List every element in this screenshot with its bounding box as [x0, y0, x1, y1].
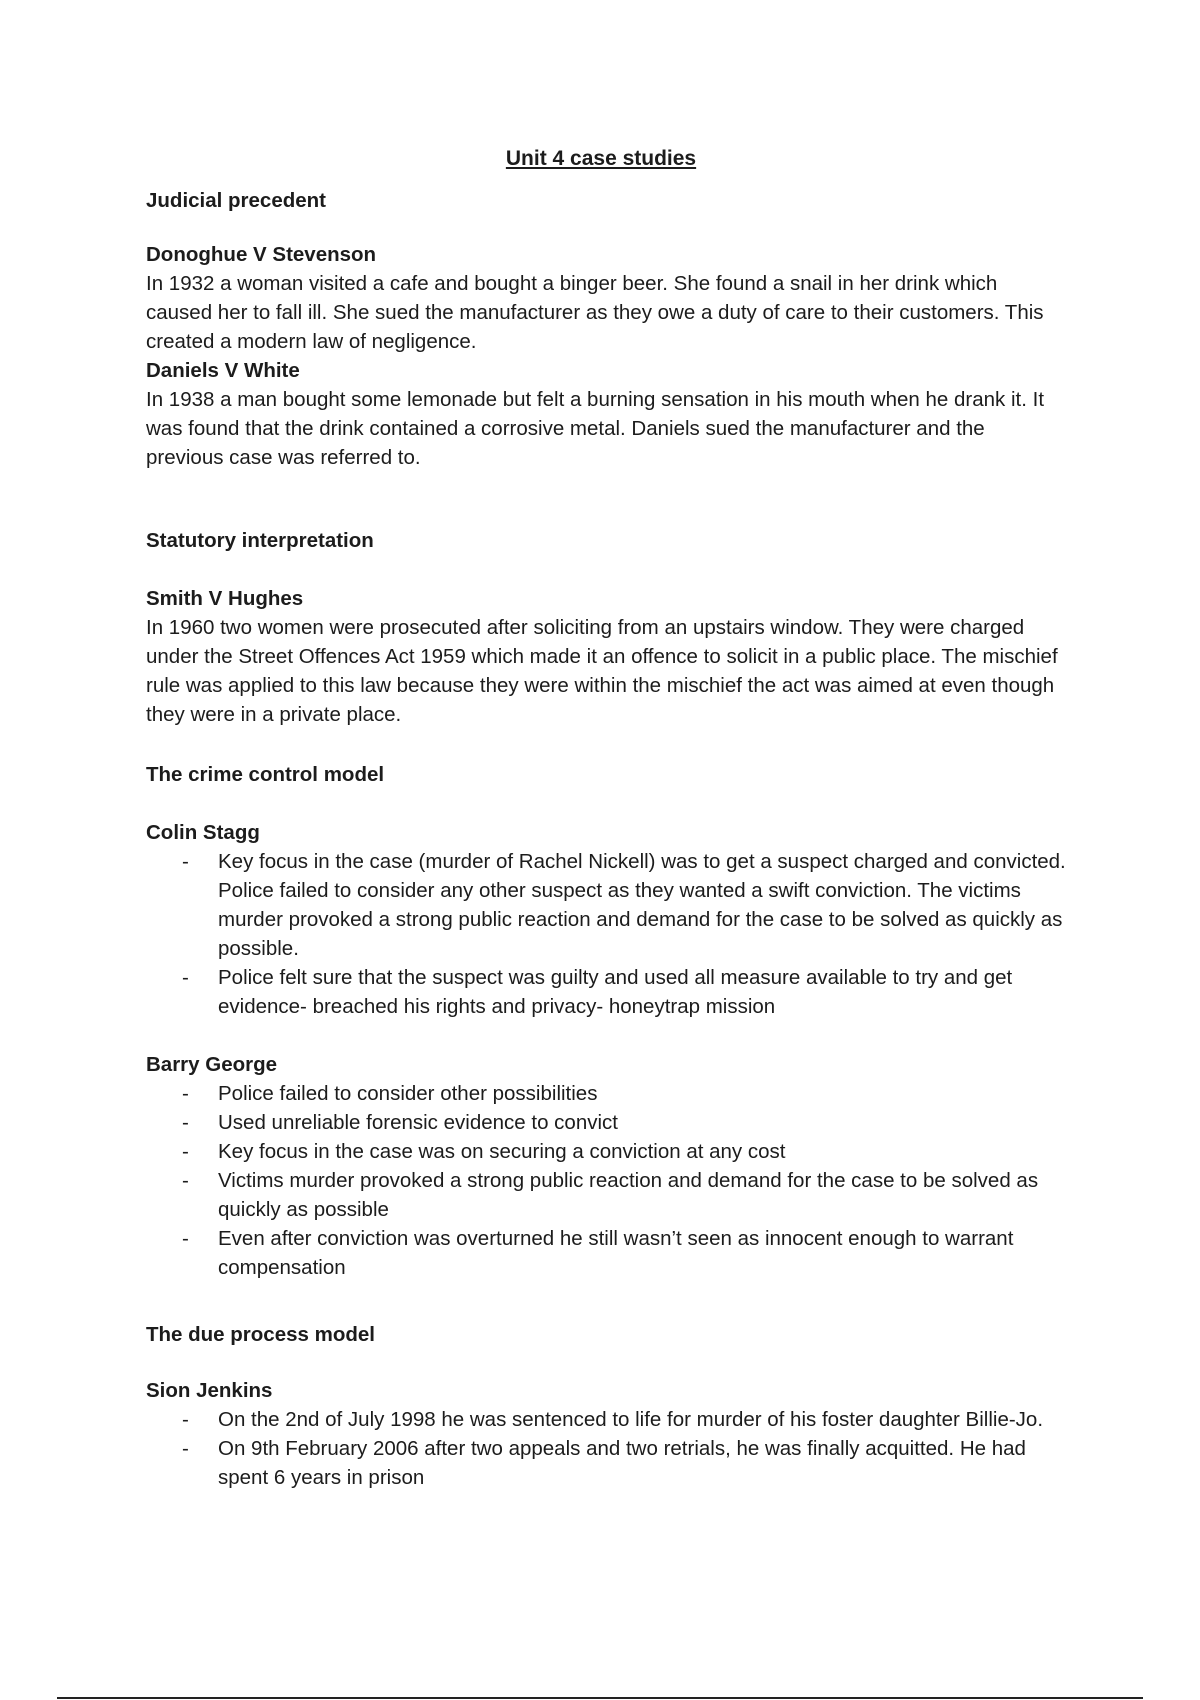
case-name: Smith V Hughes — [146, 587, 304, 610]
case-text: In 1938 a man bought some lemonade but felt a burning sensation in his mouth when he drank it. It was found that the drink contained a corrosive metal. Daniels sued the manufacturer and the previous case was referred to. — [146, 388, 1045, 469]
list-item — [146, 963, 1066, 1021]
list-item — [146, 1166, 1066, 1224]
list-item-text: Police felt sure that the suspect was guilty and used all measure available to try and get evidence- breached his rights and privacy- honeytrap mission — [218, 966, 1013, 1018]
case-sion-jenkins — [146, 1376, 1066, 1492]
case-name: Donoghue V Stevenson — [146, 243, 377, 266]
list-item — [146, 847, 1066, 963]
list-item — [146, 1079, 1066, 1108]
list-item — [146, 1108, 1066, 1137]
list-item-text: Police failed to consider other possibilities — [218, 1082, 598, 1105]
section-heading: Judicial precedent — [146, 189, 327, 212]
section-statutory-interpretation — [146, 526, 1066, 555]
dash-marker: - — [182, 1408, 189, 1431]
list-item — [146, 1224, 1066, 1282]
section-crime-control-model — [146, 760, 1066, 789]
section-due-process-model — [146, 1320, 1066, 1349]
list-item-text: On 9th February 2006 after two appeals and two retrials, he was finally acquitted. He had spent 6 years in prison — [218, 1437, 1026, 1489]
dash-marker: - — [182, 1227, 189, 1250]
case-smith-v-hughes — [146, 584, 1066, 729]
document-title: Unit 4 case studies — [505, 147, 697, 170]
section-heading: The crime control model — [146, 763, 385, 786]
list-item-text: Used unreliable forensic evidence to convict — [218, 1111, 618, 1134]
dash-marker: - — [182, 1169, 189, 1192]
case-text: In 1960 two women were prosecuted after soliciting from an upstairs window. They were charged under the Street Offences Act 1959 which made it an offence to solicit in a public place. The mischief rule was applied to this law because they were within the mischief the act was aimed at even though they were in a private place. — [146, 616, 1058, 726]
bullet-list — [146, 1405, 1066, 1492]
dash-marker: - — [182, 850, 189, 873]
case-name: Daniels V White — [146, 359, 300, 382]
case-donoghue-v-stevenson — [146, 240, 1066, 472]
list-item-text: Victims murder provoked a strong public reaction and demand for the case to be solved as quickly as possible — [218, 1169, 1039, 1221]
dash-marker: - — [182, 1111, 189, 1134]
bullet-list — [146, 1079, 1066, 1282]
dash-marker: - — [182, 1437, 189, 1460]
list-item-text: On the 2nd of July 1998 he was sentenced to life for murder of his foster daughter Billie-Jo. — [218, 1408, 1044, 1431]
list-item-text: Even after conviction was overturned he still wasn’t seen as innocent enough to warrant compensation — [218, 1227, 1014, 1279]
list-item-text: Key focus in the case was on securing a conviction at any cost — [218, 1140, 786, 1163]
dash-marker: - — [182, 966, 189, 989]
case-barry-george — [146, 1050, 1066, 1282]
list-item — [146, 1405, 1066, 1434]
case-text: In 1932 a woman visited a cafe and bought a binger beer. She found a snail in her drink which caused her to fall ill. She sued the manufacturer as they owe a duty of care to their customers. This created a modern law of negligence. — [146, 272, 1044, 353]
case-name: Colin Stagg — [146, 821, 260, 844]
bullet-list — [146, 847, 1066, 1021]
dash-marker: - — [182, 1082, 189, 1105]
case-name: Sion Jenkins — [146, 1379, 273, 1402]
section-heading: The due process model — [146, 1323, 375, 1346]
list-item-text: Key focus in the case (murder of Rachel Nickell) was to get a suspect charged and convicted. Police failed to consider any other suspect as they wanted a swift conviction. The victims murder provoked a strong public reaction and demand for the case to be solved as quickly as possible. — [218, 850, 1066, 960]
section-heading: Statutory interpretation — [146, 529, 374, 552]
list-item — [146, 1137, 1066, 1166]
case-colin-stagg — [146, 818, 1066, 1021]
section-judicial-precedent — [146, 186, 1066, 215]
case-name: Barry George — [146, 1053, 278, 1076]
footer-divider — [57, 1697, 1143, 1699]
dash-marker: - — [182, 1140, 189, 1163]
list-item — [146, 1434, 1066, 1492]
